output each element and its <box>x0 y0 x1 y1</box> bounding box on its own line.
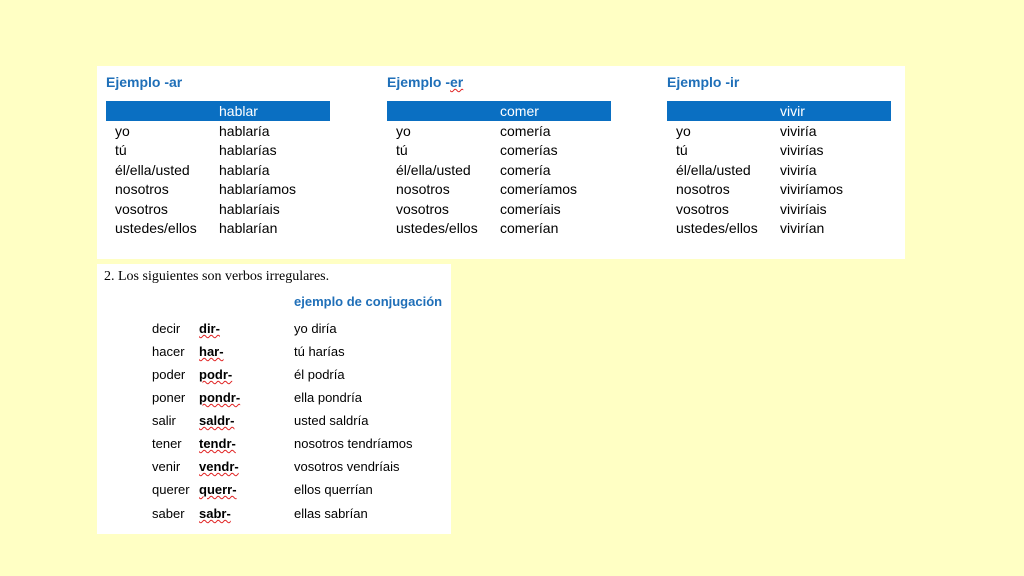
table-row <box>106 220 330 239</box>
pronoun: yo <box>676 123 691 139</box>
irregular-verb-row <box>97 459 451 479</box>
irregular-verb-row <box>97 390 451 410</box>
table-row <box>387 123 611 142</box>
infinitive: querer <box>152 482 190 497</box>
verb-form: hablaríais <box>219 201 280 217</box>
irregular-verbs-panel <box>97 264 451 534</box>
irregular-verb-row <box>97 321 451 341</box>
table-title: Ejemplo -ar <box>106 74 183 90</box>
pronoun: tú <box>115 142 127 158</box>
table-row <box>667 220 891 239</box>
table-title: Ejemplo -er <box>387 74 464 90</box>
conjugation-example: tú harías <box>294 344 345 359</box>
table-row <box>106 142 330 161</box>
verb-form: comería <box>500 123 551 139</box>
pronoun: tú <box>676 142 688 158</box>
verb-form: vivirías <box>780 142 824 158</box>
infinitive: tener <box>152 436 182 451</box>
table-row <box>387 162 611 181</box>
verb-form: vivirían <box>780 220 825 236</box>
irregular-verb-row <box>97 436 451 456</box>
pronoun: vosotros <box>115 201 168 217</box>
irregular-stem: querr- <box>199 482 237 497</box>
header-verb: vivir <box>780 103 805 119</box>
pronoun: él/ella/usted <box>396 162 471 178</box>
pronoun: yo <box>115 123 130 139</box>
irregular-stem: podr- <box>199 367 233 382</box>
infinitive: hacer <box>152 344 185 359</box>
irregular-stem: sabr- <box>199 506 231 521</box>
conjugation-tables-panel <box>97 66 905 259</box>
verb-form: viviría <box>780 162 817 178</box>
table-row <box>667 162 891 181</box>
conjugation-example: nosotros tendríamos <box>294 436 413 451</box>
table-row <box>387 201 611 220</box>
irregular-stem: tendr- <box>199 436 236 451</box>
conjugation-example: ella pondría <box>294 390 362 405</box>
verb-form: hablarías <box>219 142 277 158</box>
pronoun: tú <box>396 142 408 158</box>
irregular-stem: vendr- <box>199 459 239 474</box>
infinitive: poder <box>152 367 186 382</box>
pronoun: él/ella/usted <box>115 162 190 178</box>
irregular-verbs-heading: 2. Los siguientes son verbos irregulares. <box>104 269 330 284</box>
table-header-bar <box>667 101 891 121</box>
table-header-bar <box>387 101 611 121</box>
table-row <box>106 201 330 220</box>
pronoun: vosotros <box>676 201 729 217</box>
verb-form: comeríamos <box>500 181 578 197</box>
verb-form: comeríais <box>500 201 561 217</box>
pronoun: yo <box>396 123 411 139</box>
infinitive: venir <box>152 459 181 474</box>
table-row <box>667 181 891 200</box>
conjugation-example: ellas sabrían <box>294 506 368 521</box>
pronoun: ustedes/ellos <box>396 220 478 236</box>
infinitive: decir <box>152 321 181 336</box>
verb-form: hablaría <box>219 123 270 139</box>
table-row <box>667 201 891 220</box>
table-row <box>667 142 891 161</box>
table-row <box>387 220 611 239</box>
irregular-stem: pondr- <box>199 390 241 405</box>
table-row <box>387 142 611 161</box>
verb-form: viviría <box>780 123 817 139</box>
infinitive: salir <box>152 413 176 428</box>
conjugation-example: vosotros vendríais <box>294 459 400 474</box>
conjugation-example: usted saldría <box>294 413 369 428</box>
pronoun: ustedes/ellos <box>115 220 197 236</box>
verb-form: hablaría <box>219 162 270 178</box>
irregular-stem: har- <box>199 344 224 359</box>
verb-form: viviríamos <box>780 181 844 197</box>
verb-form: comería <box>500 162 551 178</box>
table-row <box>106 181 330 200</box>
infinitive: poner <box>152 390 186 405</box>
table-row <box>106 123 330 142</box>
irregular-verb-row <box>97 482 451 502</box>
table-row <box>106 162 330 181</box>
pronoun: ustedes/ellos <box>676 220 758 236</box>
verb-form: viviríais <box>780 201 827 217</box>
verb-form: hablarían <box>219 220 278 236</box>
table-title: Ejemplo -ir <box>667 74 740 90</box>
pronoun: nosotros <box>115 181 169 197</box>
table-row <box>387 181 611 200</box>
table-header-bar <box>106 101 330 121</box>
irregular-verb-row <box>97 367 451 387</box>
irregular-verb-row <box>97 344 451 364</box>
verb-form: hablaríamos <box>219 181 297 197</box>
infinitive: saber <box>152 506 185 521</box>
conjugation-example: él podría <box>294 367 345 382</box>
example-column-header: ejemplo de conjugación <box>294 294 443 309</box>
header-verb: comer <box>500 103 539 119</box>
pronoun: él/ella/usted <box>676 162 751 178</box>
irregular-verb-row <box>97 506 451 526</box>
table-row <box>667 123 891 142</box>
pronoun: nosotros <box>396 181 450 197</box>
header-verb: hablar <box>219 103 258 119</box>
verb-form: comerían <box>500 220 559 236</box>
conjugation-example: yo diría <box>294 321 337 336</box>
conjugation-example: ellos querrían <box>294 482 373 497</box>
irregular-stem: saldr- <box>199 413 235 428</box>
irregular-verb-row <box>97 413 451 433</box>
verb-form: comerías <box>500 142 558 158</box>
irregular-stem: dir- <box>199 321 220 336</box>
pronoun: nosotros <box>676 181 730 197</box>
pronoun: vosotros <box>396 201 449 217</box>
